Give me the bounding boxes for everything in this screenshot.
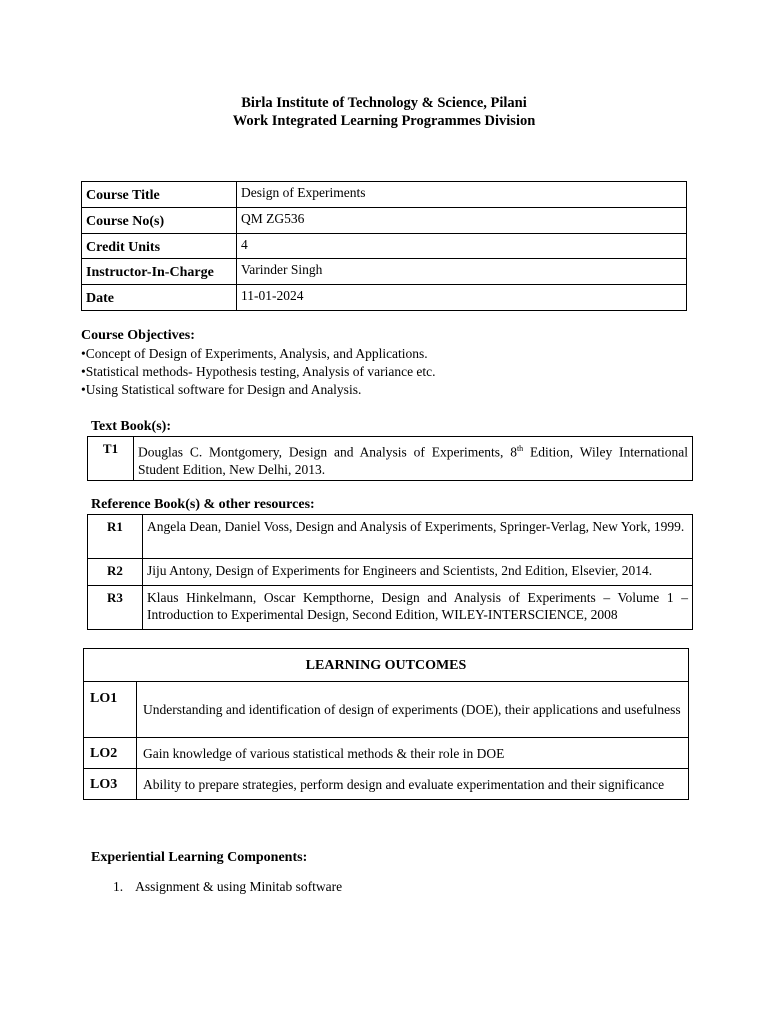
course-info-row <box>82 208 687 234</box>
course-info-row <box>82 234 687 259</box>
outcome-code: LO1 <box>84 682 137 738</box>
textbook-text: Douglas C. Montgomery, Design and Analysis of Experiments, 8th Edition, Wiley International Student Edition, New Delhi, 2013. <box>134 437 693 481</box>
objective-item: •Concept of Design of Experiments, Analysis, and Applications. <box>81 346 428 361</box>
division-title: Work Integrated Learning Programmes Division <box>232 113 536 129</box>
reference-text: Klaus Hinkelmann, Oscar Kempthorne, Design and Analysis of Experiments – Volume 1 – Introduction to Experimental Design, Second Edition, WILEY-INTERSCIENCE, 2008 <box>143 586 693 630</box>
references-heading: Reference Book(s) & other resources: <box>91 497 315 512</box>
textbook-code: T1 <box>88 437 134 481</box>
bullet-icon: • <box>81 382 86 397</box>
course-info-row <box>82 259 687 285</box>
objective-item: •Using Statistical software for Design and Analysis. <box>81 382 362 397</box>
institute-title: Birla Institute of Technology & Science, Pilani <box>241 95 527 111</box>
bullet-icon: • <box>81 346 86 361</box>
learning-outcomes-header-row <box>84 649 689 682</box>
experiential-item: 1. Assignment & using Minitab software <box>113 879 343 894</box>
outcome-text: Ability to prepare strategies, perform design and evaluate experimentation and their significance <box>137 769 689 800</box>
bullet-icon: • <box>81 364 86 379</box>
outcome-code: LO3 <box>84 769 137 800</box>
credit-units-value: 4 <box>237 234 687 259</box>
course-info-row <box>82 285 687 311</box>
course-info-table <box>81 181 687 311</box>
learning-outcome-row <box>84 769 689 800</box>
textbooks-heading: Text Book(s): <box>91 419 171 434</box>
learning-outcome-row <box>84 682 689 738</box>
experiential-heading: Experiential Learning Components: <box>91 850 308 865</box>
outcome-text: Gain knowledge of various statistical methods & their role in DOE <box>137 738 689 769</box>
objectives-heading: Course Objectives: <box>81 328 195 343</box>
learning-outcomes-title: LEARNING OUTCOMES <box>84 649 689 682</box>
reference-code: R1 <box>88 515 143 559</box>
reference-row <box>88 515 693 559</box>
reference-row <box>88 586 693 630</box>
reference-code: R2 <box>88 559 143 586</box>
date-value: 11-01-2024 <box>237 285 687 311</box>
learning-outcome-row <box>84 738 689 769</box>
reference-text: Jiju Antony, Design of Experiments for Engineers and Scientists, 2nd Edition, Elsevier, 2014. <box>143 559 693 586</box>
reference-row <box>88 559 693 586</box>
course-title-label: Course Title <box>82 182 237 208</box>
course-no-label: Course No(s) <box>82 208 237 234</box>
textbooks-table <box>87 436 693 481</box>
reference-code: R3 <box>88 586 143 630</box>
credit-units-label: Credit Units <box>82 234 237 259</box>
date-label: Date <box>82 285 237 311</box>
textbook-row <box>88 437 693 481</box>
course-no-value: QM ZG536 <box>237 208 687 234</box>
instructor-value: Varinder Singh <box>237 259 687 285</box>
learning-outcomes-table <box>83 648 689 800</box>
objective-item: •Statistical methods- Hypothesis testing, Analysis of variance etc. <box>81 364 436 379</box>
instructor-label: Instructor-In-Charge <box>82 259 237 285</box>
outcome-code: LO2 <box>84 738 137 769</box>
course-title-value: Design of Experiments <box>237 182 687 208</box>
course-info-row <box>82 182 687 208</box>
outcome-text: Understanding and identification of design of experiments (DOE), their applications and usefulness <box>137 682 689 738</box>
reference-text: Angela Dean, Daniel Voss, Design and Analysis of Experiments, Springer-Verlag, New York, 1999. <box>143 515 693 559</box>
references-table <box>87 514 693 630</box>
